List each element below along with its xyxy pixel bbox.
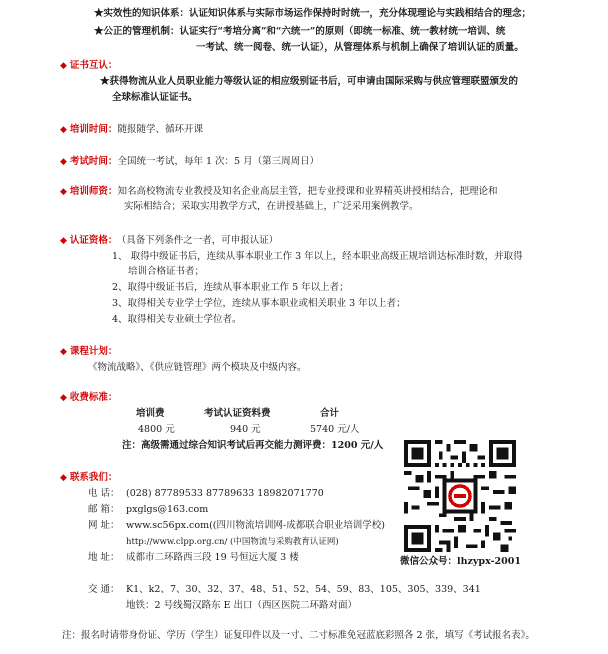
metro-info: 地铁：2 号线蜀汉路东 E 出口（西区医院二环路对面） <box>126 600 358 611</box>
diamond-bullet-icon: ◆ <box>60 61 67 71</box>
time-title: 培训时间： <box>69 124 118 135</box>
fees-header-training: 培训费 <box>136 408 165 419</box>
contact-web-link-1[interactable]: www.sc56px.com((四川物流培训网-成都联合职业培训学校) <box>126 520 385 531</box>
qualify-subtitle: （具备下列条件之一者，可申报认证） <box>121 235 279 246</box>
section-exam-time <box>60 156 319 168</box>
fees-header-total: 合计 <box>320 408 340 419</box>
course-title: 课程计划： <box>69 346 118 357</box>
contact-title: 联系我们： <box>69 472 118 483</box>
contact-phone-label: 电 话： <box>88 488 120 499</box>
qualify-title: 认证资格： <box>69 235 118 246</box>
course-text: 《物流战略》、《供应链管理》两个模块及中级内容。 <box>88 362 307 373</box>
diamond-bullet-icon: ◆ <box>60 236 67 246</box>
qr-code-icon <box>404 440 516 552</box>
traffic-label: 交 通： <box>88 584 120 595</box>
qualify-item-2: 2、取得中级证书后，连续从事本职业工作 5 年以上者； <box>112 282 349 293</box>
cert-line-1: ★获得物流从业人员职业能力等级认证的相应级别证书后，可申请由国际采购与供应管理联盟颁发的 <box>100 76 519 87</box>
qualify-item-1a: 1、 取得中级证书后，连续从事本职业工作 3 年以上，经本职业高级正规培训达标准时数，并取得 <box>112 251 523 262</box>
contact-email-label: 邮 箱： <box>88 504 120 515</box>
fees-value-exam: 940 元 <box>230 424 261 435</box>
contact-address-value: 成都市二环路西三段 19 号恒远大厦 3 楼 <box>126 552 299 563</box>
diamond-bullet-icon: ◆ <box>60 125 67 135</box>
contact-phone-value: (028) 87789533 87789633 18982071770 <box>126 488 324 499</box>
fees-value-total: 5740 元/人 <box>310 424 360 435</box>
fees-note: 注：高级需通过综合知识考试后再交能力测评费：1200 元/人 <box>122 440 384 451</box>
intro-line-3: 一考试、统一阅卷、统一认证），从管理体系与机制上确保了培训认证的质量。 <box>196 42 524 53</box>
wechat-account: 微信公众号：lhzypx-2001 <box>400 556 521 567</box>
time-text: 随报随学、循环开课 <box>117 124 203 135</box>
exam-text: 全国统一考试，每年 1 次：5 月（第三周周日） <box>117 156 320 167</box>
section-course <box>60 346 117 358</box>
diamond-bullet-icon: ◆ <box>60 187 67 197</box>
teachers-line-2: 实际相结合；采取实用教学方式，在讲授基础上，广泛采用案例教学。 <box>124 201 419 212</box>
contact-address-label: 地 址： <box>88 552 120 563</box>
qr-code-graphic <box>404 440 516 552</box>
cert-line-2: 全球标准认证证书。 <box>112 92 198 103</box>
diamond-bullet-icon: ◆ <box>60 393 67 403</box>
diamond-bullet-icon: ◆ <box>60 157 67 167</box>
section-cert <box>60 60 117 72</box>
teachers-title: 培训师资： <box>69 186 118 197</box>
qualify-item-1b: 培训合格证书者； <box>128 266 205 277</box>
intro-line-2: ★公正的管理机制：认证实行“考培分离”和“六统一”的原则（即统一标准、统一教材统一培训、统 <box>94 26 506 37</box>
fees-value-training: 4800 元 <box>138 424 175 435</box>
cert-title: 证书互认： <box>69 60 118 71</box>
fees-header-exam: 考试认证资料费 <box>204 408 271 419</box>
section-training-time <box>60 124 203 136</box>
contact-web-link-2[interactable]: http://www.clpp.org.cn/ (中国物流与采购教育认证网) <box>126 537 339 547</box>
diamond-bullet-icon: ◆ <box>60 473 67 483</box>
traffic-value: K1、k2、7、30、32、37、48、51、52、54、59、83、105、305、339、341 <box>126 584 481 595</box>
section-qualify <box>60 235 278 247</box>
qualify-item-4: 4、取得相关专业硕士学位者。 <box>112 314 242 325</box>
footer-note: 注：报名时请带身份证、学历（学生）证复印件以及一寸、二寸标准免冠蓝底彩照各 2 张，填写《考试报名表》。 <box>62 630 535 641</box>
contact-web-label: 网 址： <box>88 520 120 531</box>
qualify-item-3: 3、取得相关专业学士学位，连续从事本职业或相关职业 3 年以上者； <box>112 298 406 309</box>
intro-line-1: ★实效性的知识体系：认证知识体系与实际市场运作保持时时统一，充分体现理论与实践相结合的理念； <box>94 8 532 19</box>
section-fees <box>60 392 117 404</box>
exam-title: 考试时间： <box>69 156 118 167</box>
contact-email-value[interactable]: pxglgs@163.com <box>126 504 209 515</box>
fees-title: 收费标准： <box>69 392 118 403</box>
diamond-bullet-icon: ◆ <box>60 347 67 357</box>
teachers-line-1: 知名高校物流专业教授及知名企业高层主管，把专业授课和业界精英讲授相结合，把理论和 <box>117 186 498 197</box>
section-contact <box>60 472 117 484</box>
section-teachers <box>60 186 497 198</box>
